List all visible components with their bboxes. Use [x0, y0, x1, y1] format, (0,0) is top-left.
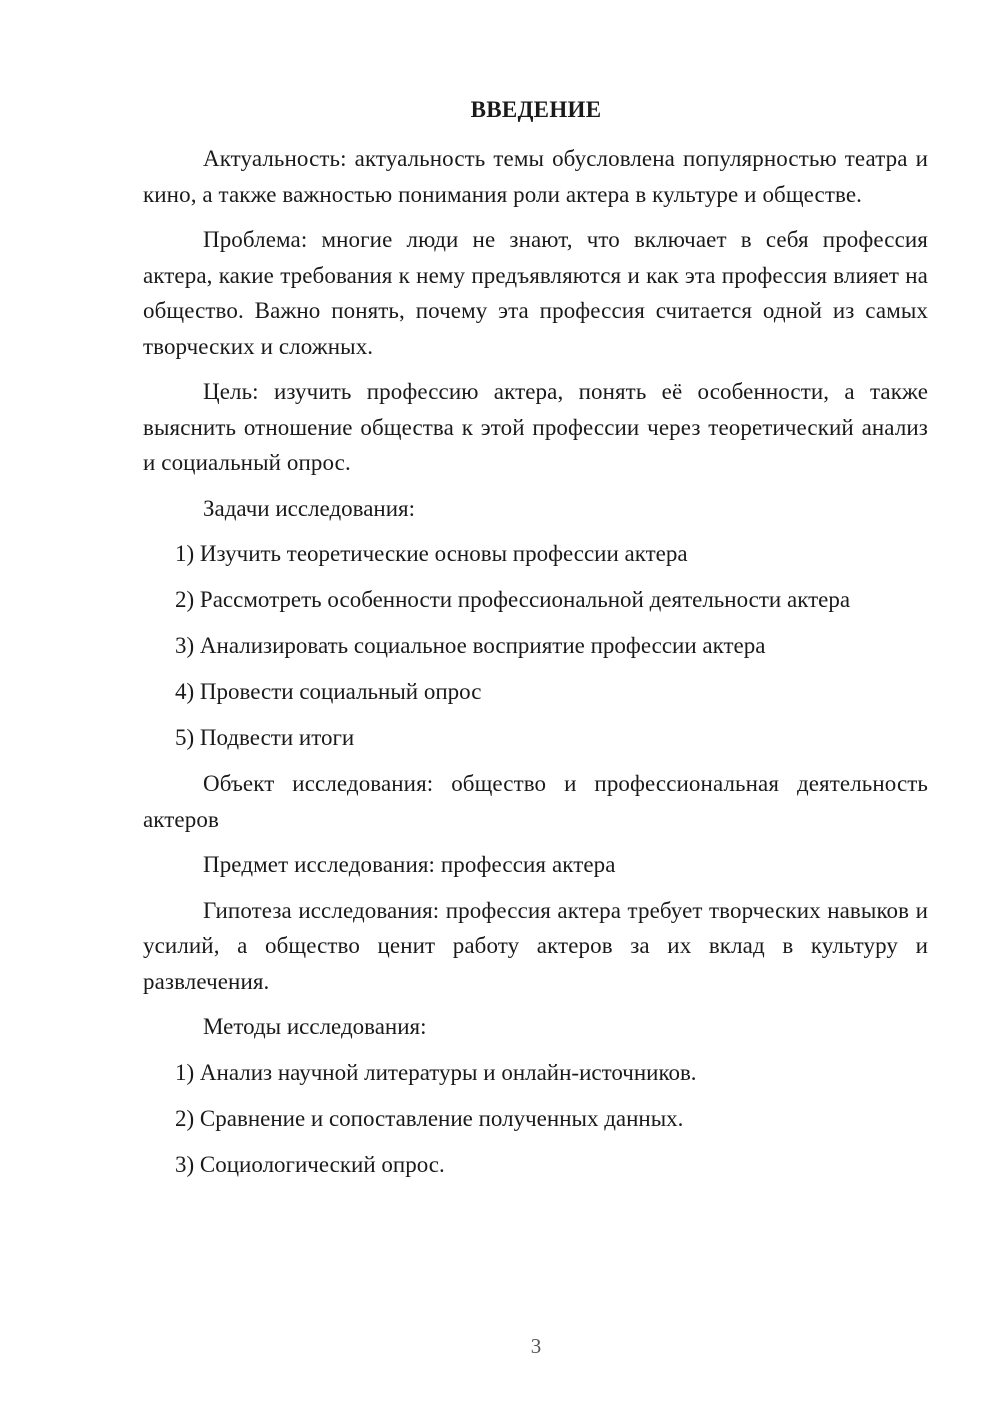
method-item: 2) Сравнение и сопоставление полученных данных. — [175, 1105, 684, 1131]
relevance-paragraph: Актуальность: актуальность темы обусловлена популярностью театра и кино, а также важностью понимания роли актера в культуре и обществе. — [143, 146, 928, 207]
task-item: 4) Провести социальный опрос — [175, 679, 482, 704]
methods-heading: Методы исследования: — [203, 1014, 427, 1039]
tasks-heading: Задачи исследования: — [203, 495, 416, 521]
object-paragraph: Объект исследования: общество и профессиональная деятельность актеров — [143, 771, 928, 832]
tasks-list — [143, 536, 928, 756]
method-item: 3) Социологический опрос. — [175, 1151, 445, 1177]
page-title: ВВЕДЕНИЕ — [470, 97, 602, 122]
problem-paragraph: Проблема: многие люди не знают, что включает в себя профессия актера, какие требования к нему предъявляются и как эта профессия влияет на общество. Важно понять, почему эта профессия считается одной из самых творческих и сложных. — [143, 227, 928, 359]
task-item: 2) Рассмотреть особенности профессиональной деятельности актера — [175, 587, 851, 612]
subject-paragraph: Предмет исследования: профессия актера — [203, 852, 616, 877]
methods-list — [143, 1055, 928, 1183]
task-item: 1) Изучить теоретические основы профессии актера — [175, 541, 688, 566]
document-body — [143, 141, 928, 1193]
task-item: 5) Подвести итоги — [175, 725, 355, 750]
task-item: 3) Анализировать социальное восприятие профессии актера — [175, 633, 766, 658]
goal-paragraph: Цель: изучить профессию актера, понять её особенности, а также выяснить отношение общества к этой профессии через теоретический анализ и социальный опрос. — [143, 379, 928, 475]
page-number: 3 — [530, 1334, 542, 1358]
method-item: 1) Анализ научной литературы и онлайн-источников. — [175, 1059, 697, 1085]
hypothesis-paragraph: Гипотеза исследования: профессия актера требует творческих навыков и усилий, а общество ценит работу актеров за их вклад в культуру и развлечения. — [143, 897, 928, 994]
